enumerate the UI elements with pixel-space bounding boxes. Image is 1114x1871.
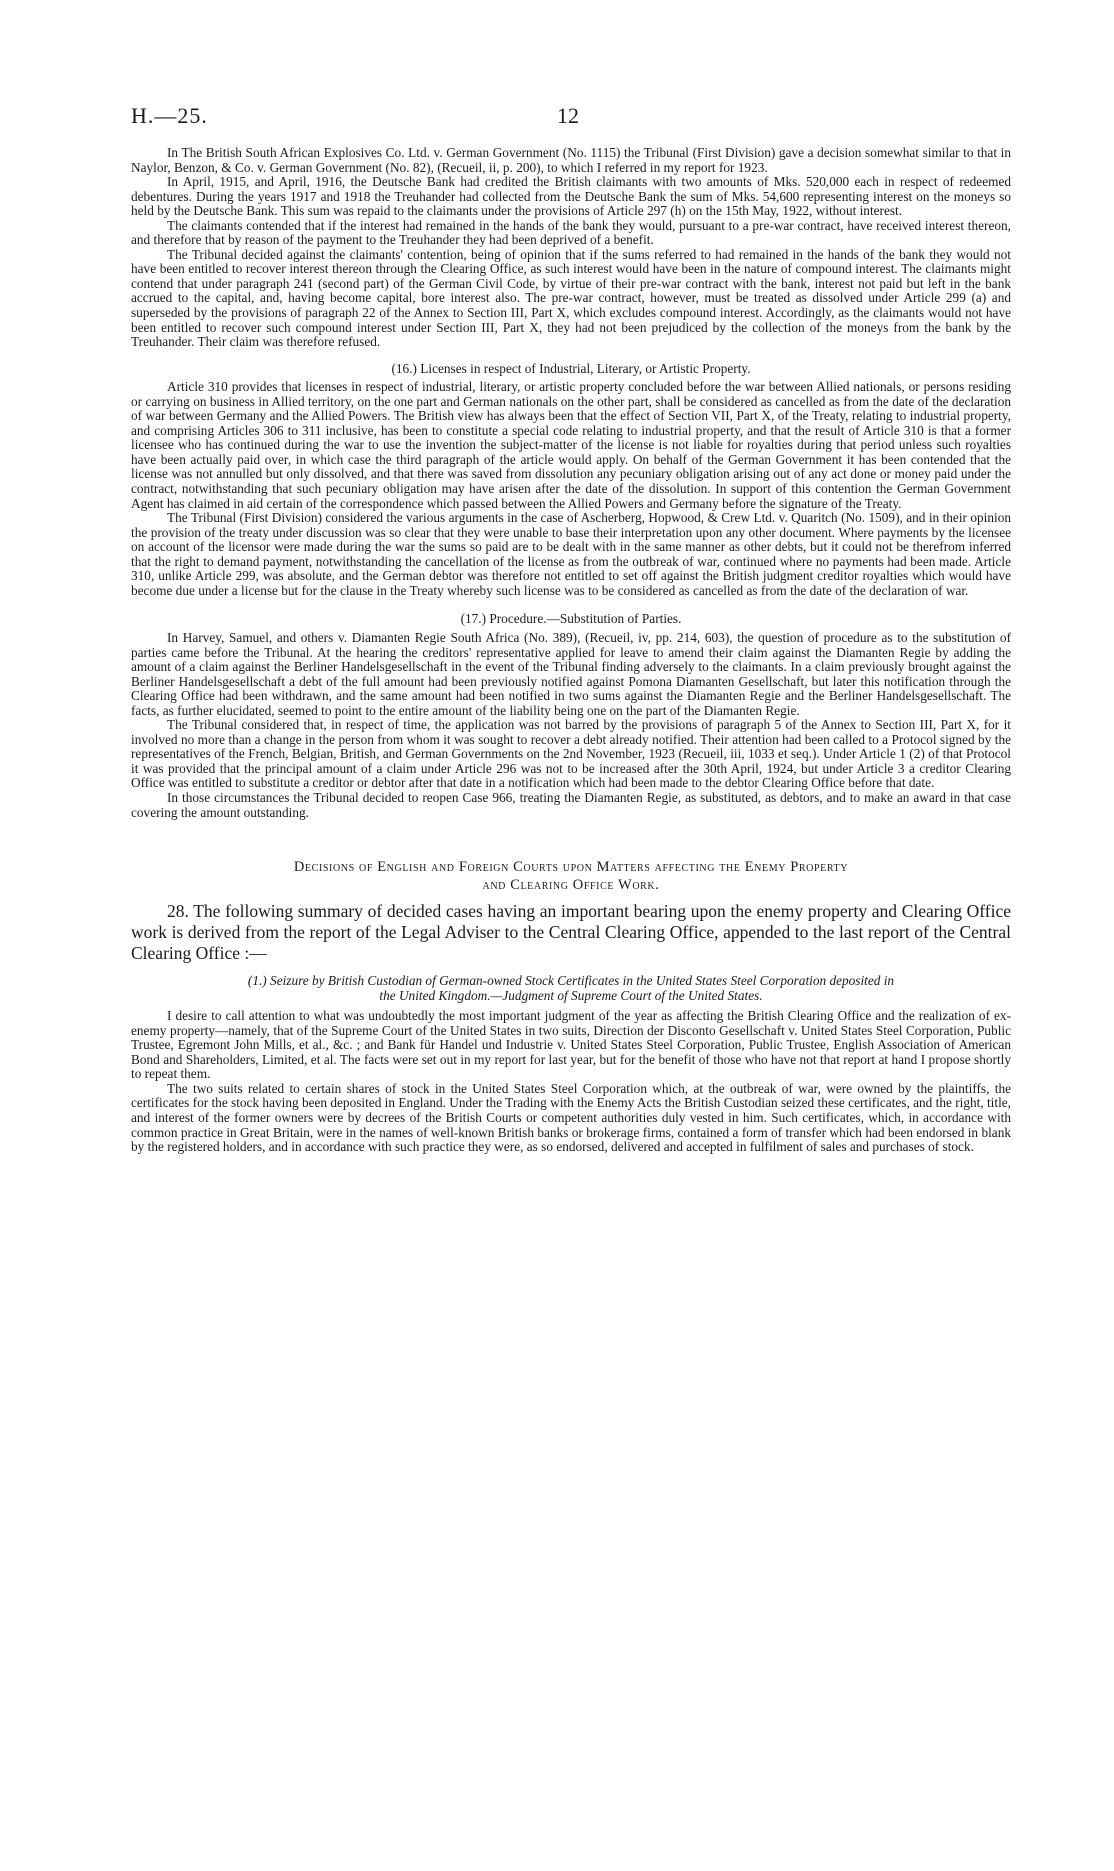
paragraph: The Tribunal considered that, in respect of time, the application was not barred by the provisions of paragraph 5 of the Annex to Section III, Part X, for it involved no more than a change in the person from whom it was sought to recover a debt already notified. Their attention had been called to a Protocol signed by the representatives of the French, Belgian, British, and German Governments on the 2nd November, 1923 (Recueil, iii, 1033 et seq.). Under Article 1 (2) of that Protocol it was provided that the principal amount of a claim under Article 296 was not to be increased after the 30th April, 1924, but under Article 3 a creditor Clearing Office was entitled to substitute a creditor or debtor after that date in a notification which had been made to the debtor Clearing Office before that date. bbox=[131, 717, 1011, 791]
page-number: 12 bbox=[557, 103, 579, 128]
paragraph: I desire to call attention to what was undoubtedly the most important judgment of the year as affecting the British Clearing Office and the realization of ex-enemy property—namely, that of the Supreme Court of the United States in two suits, Direction der Disconto Gesellschaft v. United States Steel Corporation, Public Trustee, Egremont John Mills, et al., &c. ; and Bank für Handel und Industrie v. United States Steel Corporation, Public Trustee, English Association of American Bond and Shareholders, Limited, et al. The facts were set out in my report for last year, but for the benefit of those who have not that report at hand I propose shortly to repeat them. bbox=[131, 1008, 1011, 1082]
paragraph: In those circumstances the Tribunal decided to reopen Case 966, treating the Diamanten Regie, as substituted, as debtors, and to make an award in that case covering the amount outstanding. bbox=[131, 789, 1011, 820]
major-heading-line: and Clearing Office Work. bbox=[482, 877, 660, 894]
paragraph: In April, 1915, and April, 1916, the Deutsche Bank had credited the British claimants with two amounts of Mks. 520,000 each in respect of redeemed debentures. During the years 1917 and 1918 the Treuhander had collected from the Deutsche Bank the sum of Mks. 54,600 representing interest on the moneys so held by the Deutsche Bank. This sum was repaid to the claimants under the provisions of Article 297 (h) on the 15th May, 1922, without interest. bbox=[131, 174, 1011, 219]
document-reference: H.—25. bbox=[131, 103, 208, 128]
case-heading-line: the United Kingdom.—Judgment of Supreme Court of the United States. bbox=[379, 987, 763, 1003]
paragraph: The two suits related to certain shares of stock in the United States Steel Corporation which, at the outbreak of war, were owned by the plaintiffs, the certificates for the stock having been deposited in England. Under the Trading with the Enemy Acts the British Custodian seized these certificates, and the right, title, and interest of the former owners were by decrees of the British Courts or competent authorities duly vested in him. Such certificates, which, in accordance with common practice in Great Britain, were in the names of well-known British banks or brokerage firms, contained a form of transfer which had been endorsed in blank by the registered holders, and in accordance with such practice they were, as so endorsed, delivered and accepted in fulfilment of sales and purchases of stock. bbox=[131, 1080, 1011, 1155]
major-heading bbox=[131, 858, 1011, 894]
paragraph: In Harvey, Samuel, and others v. Diamanten Regie South Africa (No. 389), (Recueil, iv, pp. 214, 603), the question of procedure as to the substitution of parties came before the Tribunal. At the hearing the creditors' representative applied for leave to amend their claim against the Diamanten Regie by adding the amount of a claim against the Berliner Handelsgesellschaft in the event of the Tribunal finding adversely to the claimants. In a claim previously brought against the Berliner Handelsgesellschaft a debt of the full amount had been previously notified against Pomona Diamanten Gesellschaft, but later this notification through the Clearing Office had been withdrawn, and the same amount had been notified in two sums against the Diamanten Regie and the Berliner Handelsgesellschaft. The facts, as further elucidated, seemed to point to the entire amount of the liability being one on the part of the Diamanten Regie. bbox=[131, 629, 1011, 718]
section-heading-16: (16.) Licenses in respect of Industrial, Literary, or Artistic Property. bbox=[391, 360, 751, 376]
intro-paragraph: 28. The following summary of decided cases having an important bearing upon the enemy property and Clearing Office work is derived from the report of the Legal Adviser to the Central Clearing Office, appended to the last report of the Central Clearing Office :— bbox=[131, 901, 1011, 964]
page-body bbox=[131, 146, 1011, 1155]
paragraph: The Tribunal decided against the claimants' contention, being of opinion that if the sums referred to had remained in the hands of the bank they would not have been entitled to recover interest thereon through the Clearing Office, as such interest would have been in the nature of compound interest. The claimants might contend that under paragraph 241 (second part) of the German Civil Code, by virtue of their pre-war contract with the bank, interest not paid but left in the bank accrued to the capital, and, having become capital, bore interest also. The pre-war contract, however, must be treated as dissolved under Article 299 (a) and superseded by the provisions of paragraph 22 of the Annex to Section III, Part X, which excludes compound interest. Accordingly, as the claimants would not have been entitled to recover such compound interest under Section III, Part X, they had not been prejudiced by the collection of the moneys from the bank by the Treuhander. Their claim was therefore refused. bbox=[131, 246, 1011, 350]
paragraph: The Tribunal (First Division) considered the various arguments in the case of Ascherberg, Hopwood, & Crew Ltd. v. Quaritch (No. 1509), and in their opinion the provision of the treaty under discussion was so clear that they were unable to base their interpretation upon any other document. Where payments by the licensee on account of the licensor were made during the war the sums so paid are to be dealt with in the same manner as other debts, but it could not be therefrom inferred that the right to demand payment, notwithstanding the cancellation of the license as from the outbreak of war, continued where no payments had been made. Article 310, unlike Article 299, was absolute, and the German debtor was therefore not entitled to set off against the British judgment creditor royalties which would have become due under a license but for the clause in the Treaty whereby such license was to be considered as cancelled as from the date of the declaration of war. bbox=[131, 510, 1011, 598]
major-heading-line: Decisions of English and Foreign Courts upon Matters affecting the Enemy Property bbox=[293, 859, 849, 876]
paragraph: Article 310 provides that licenses in respect of industrial, literary, or artistic property concluded before the war between Allied nationals, or persons residing or carrying on business in Allied territory, on the one part and German nationals on the other part, shall be considered as cancelled as from the date of the declaration of war between Germany and the Allied Powers. The British view has always been that the effect of Section VII, Part X, of the Treaty, relating to industrial property, and comprising Articles 306 to 311 inclusive, has been to constitute a special code relating to industrial property, and that the result of Article 310 is that a former licensee who has continued during the war to use the invention the subject-matter of the license is not liable for royalties during that period unless such royalties have been actually paid over, in which case the third paragraph of the article would apply. On behalf of the German Government it has been contended that the license was not annulled but only dissolved, and that there was saved from dissolution any pecuniary obligation arising out of any act done or money paid under the contract, notwithstanding that such pecuniary obligation may have arisen after the date of the dissolution. In support of this contention the German Government Agent has claimed in aid certain of the correspondence which passed between the Allied Powers and Germany before the signature of the Treaty. bbox=[131, 379, 1011, 511]
case-heading bbox=[131, 974, 1011, 1003]
case-heading-line: (1.) Seizure by British Custodian of German-owned Stock Certificates in the United States Steel Corporation deposited in bbox=[247, 973, 895, 989]
paragraph: The claimants contended that if the interest had remained in the hands of the bank they would, pursuant to a pre-war contract, have received interest thereon, and therefore that by reason of the payment to the Treuhander they had been deprived of a benefit. bbox=[131, 217, 1011, 248]
page-header bbox=[131, 103, 983, 133]
section-heading-17: (17.) Procedure.—Substitution of Parties. bbox=[460, 611, 682, 627]
paragraph: In The British South African Explosives Co. Ltd. v. German Government (No. 1115) the Tribunal (First Division) gave a decision somewhat similar to that in Naylor, Benzon, & Co. v. German Government (No. 82), (Recueil, ii, p. 200), to which I referred in my report for 1923. bbox=[131, 145, 1011, 175]
